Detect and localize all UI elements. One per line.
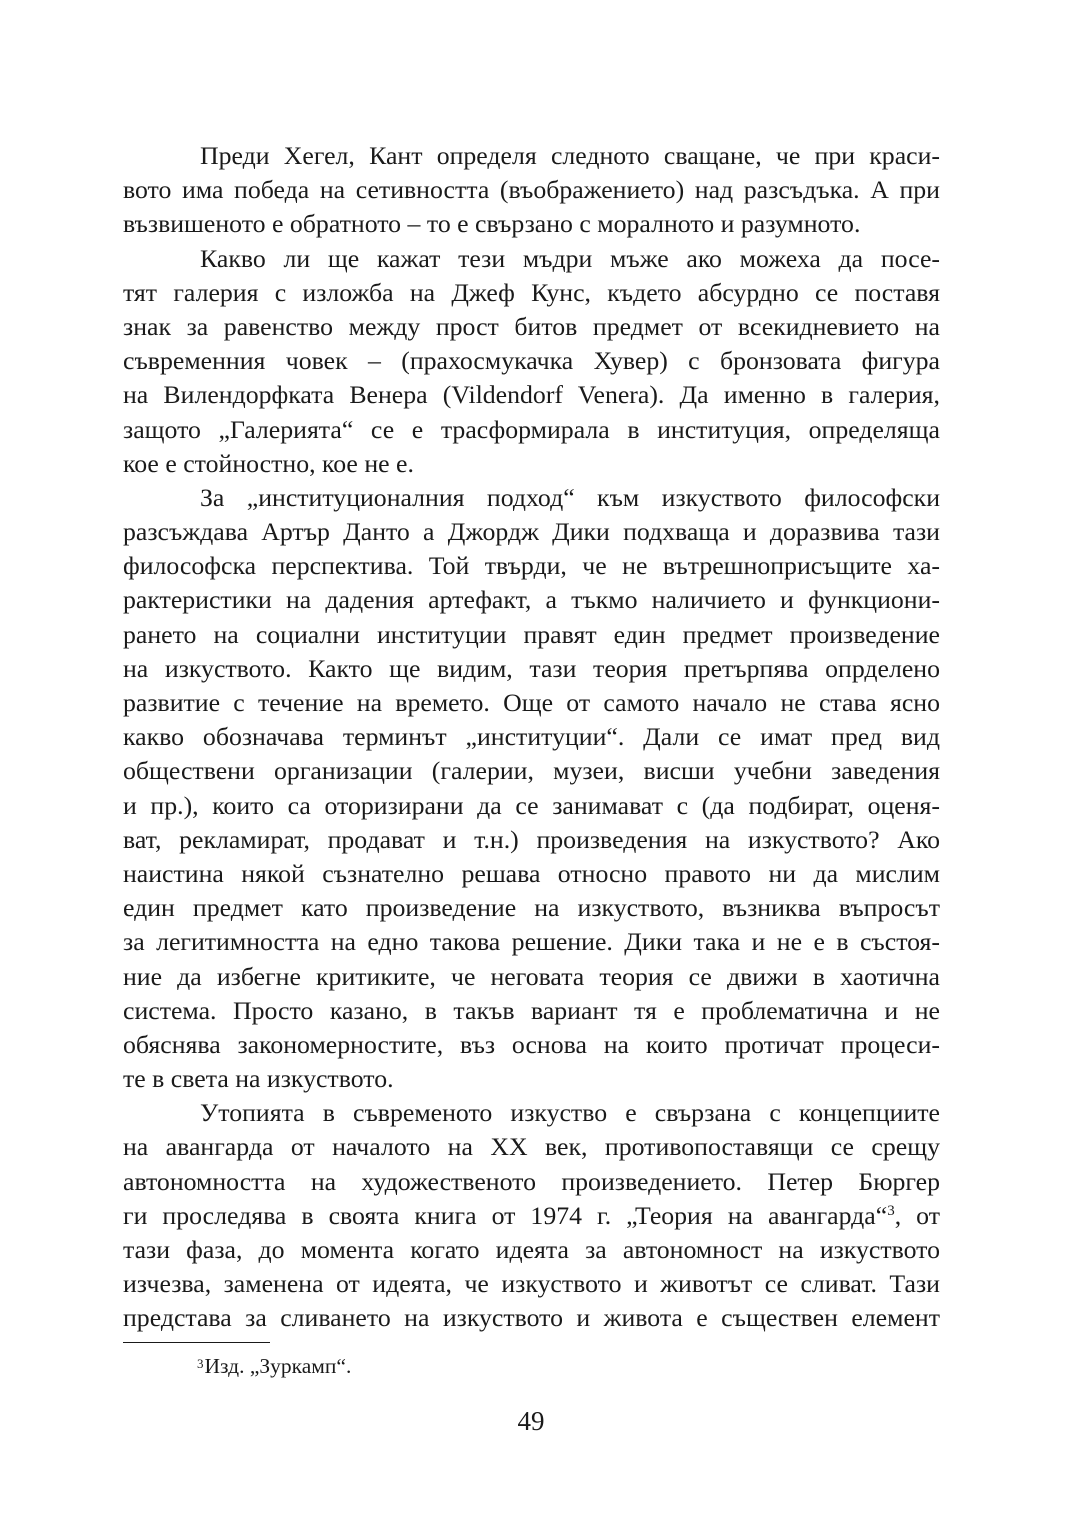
text-line: Утопията в съвременото изкуство е свързана с концепциите — [200, 1098, 940, 1128]
text-line-segment: , от — [894, 1200, 940, 1230]
text-line-segment: ги проследява в своята книга от 1974 г. „Теория на авангарда“ — [123, 1200, 888, 1230]
text-line: ние да избегне критиките, че неговата теория се движи в хаотична — [123, 961, 940, 991]
text-line: съвременния човек – (прахосмукачка Хувер) с бронзовата фигура — [123, 346, 940, 376]
text-line: Какво ли ще кажат тези мъдри мъже ако можеха да посе- — [200, 243, 940, 273]
text-line: развитие с течение на времето. Още от самото начало не става ясно — [123, 688, 940, 717]
page-number: 49 — [517, 1406, 545, 1436]
text-line: един предмет като произведение на изкуството, възниква въпросът — [123, 893, 940, 923]
text-line: за легитимността на едно такова решение. Дики така и не е в състоя- — [123, 927, 940, 957]
text-line: представа за сливането на изкуството и живота е съществен елемент — [123, 1303, 940, 1333]
text-line: тази фаза, до момента когато идеята за автономност на изкуството — [123, 1235, 940, 1264]
text-line: рактеристики на дадения артефакт, а тъкмо наличието и функциони- — [123, 585, 940, 615]
text-line: ват, рекламират, продават и т.н.) произведения на изкуството? Ако — [123, 824, 940, 854]
footnote-reference: 3 — [887, 1202, 895, 1219]
text-line: философска перспектива. Той твърди, че не вътрешноприсъщите ха- — [123, 551, 940, 581]
text-line: на авангарда от началото на ХХ век, противопоставящи се срещу — [123, 1132, 940, 1162]
text-line: изчезва, заменена от идеята, че изкуството и животът се сливат. Тази — [123, 1269, 940, 1299]
text-line: възвишеното е обратното – то е свързано с моралното и разумното. — [123, 209, 861, 239]
text-line: обществени организации (галерии, музеи, висши учебни заведения — [123, 756, 940, 786]
text-line: разсъждава Артър Данто а Джордж Дики подхваща и доразвива тази — [123, 517, 940, 547]
text-line: система. Просто казано, в такъв вариант тя е проблематична и не — [123, 995, 940, 1025]
text-line: автономността на художественото произведението. Петер Бюргер — [123, 1166, 940, 1196]
text-line: те в света на изкуството. — [123, 1064, 394, 1094]
text-line: на изкуството. Както ще видим, тази теория претърпява опрделено — [123, 653, 940, 683]
text-line: какво обозначава терминът „институции“. Дали се имат пред вид — [123, 722, 940, 752]
text-line: наистина някой съзнателно решава относно правото ни да мислим — [123, 858, 940, 888]
text-line: знак за равенство между прост битов предмет от всекидневието на — [123, 311, 940, 341]
text-line: вото има победа на сетивността (въображението) над разсъдъка. А при — [123, 175, 940, 205]
text-line: и пр.), които са оторизирани да се занимават с (да подбират, оценя- — [123, 790, 940, 820]
footnote-text: Изд. „Зуркамп“. — [204, 1354, 352, 1378]
text-line: защото „Галерията“ се е трасформирала в институция, определяща — [123, 414, 940, 444]
text-line: кое е стойностно, кое не е. — [123, 448, 414, 478]
text-line: Преди Хегел, Кант определя следното сващане, че при краси- — [200, 141, 940, 170]
footnote-number: 3 — [197, 1356, 204, 1371]
text-line: тят галерия с изложба на Джеф Кунс, където абсурдно се поставя — [123, 277, 940, 307]
text-line: За „институционалния подход“ към изкуството философски — [200, 482, 940, 512]
footnote — [197, 1352, 351, 1380]
text-line-with-footnote-ref — [123, 1199, 940, 1233]
text-line: обяснява закономерностите, въз основа на които протичат процеси- — [123, 1029, 940, 1059]
body-text — [123, 139, 940, 1336]
text-line: рането на социални институции правят един предмет произведение — [123, 619, 940, 649]
text-line: на Вилендорфката Венера (Vildendorf Venera). Да именно в галерия, — [123, 380, 940, 410]
footnote-separator — [123, 1342, 270, 1343]
